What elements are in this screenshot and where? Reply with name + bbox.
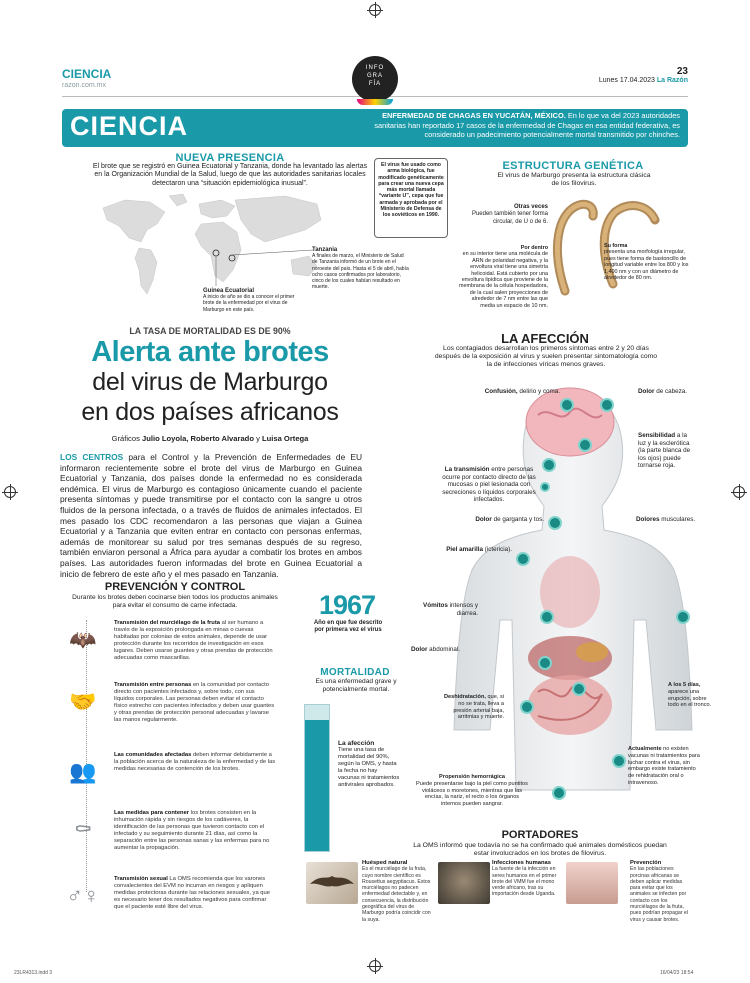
prevencion-item-text <box>114 810 276 852</box>
otras-veces-title: Otras veces <box>513 204 548 210</box>
article-credits <box>60 434 360 443</box>
prevencion-item-text <box>114 752 276 792</box>
symptom-text: de garganta y tos. <box>491 516 544 523</box>
infografia-color-ring <box>357 99 393 105</box>
mortality-bar-track <box>304 704 330 852</box>
footer-left: 23LR4313.indd 3 <box>14 970 53 976</box>
coffin-icon: ⚰ <box>73 817 93 842</box>
symptom-hemorragica <box>416 774 528 808</box>
prevencion-item-body: deben informar debidamente a la población acerca de la naturaleza de la enfermedad y de las medidas necesarias de contención de los brotes. <box>114 752 276 772</box>
gender-icon: ♂♀ <box>66 883 100 908</box>
credits-last: Luisa Ortega <box>261 434 309 443</box>
portador-title: Huésped natural <box>362 860 408 866</box>
registration-mark-right <box>733 486 745 498</box>
afeccion-subtitle: Los contagiados desarrollan los primeros síntomas entre 2 y 20 días después de la exposición al virus y suelen presentar sintomatología como la de infecciones víricas menos graves. <box>434 345 658 369</box>
world-map <box>95 190 330 302</box>
symptom-dolor-cabeza <box>638 388 698 396</box>
portador-title: Prevención <box>630 860 662 866</box>
mortalidad-title: MORTALIDAD <box>320 667 390 678</box>
credits-and: y <box>253 434 262 443</box>
article-lead: LOS CENTROS <box>60 452 124 462</box>
fruit-bat-icon: 🦇 <box>69 627 97 652</box>
symptom-dot <box>552 786 566 800</box>
symptom-dot <box>612 754 626 768</box>
article-body-text: para el Control y la Prevención de Enfermedades de EU informaron recientemente sobre el brote del virus de Marburgo en Guinea Ecuatorial y Tanzania, dos países donde la enfermedad no es considerada endémica. El virus de Marburgo es contagioso únicamente cuando el paciente presenta síntomas y puede transmitirse por el contacto con la sangre u otros fluidos de la persona infectada, o a través de fluidos de animales infectados. El mes pasado los CDC recomendaron a las personas que viajan a Guinea Ecuatorial y a Tanzania que eviten entrar en contacto con personas enfermas, además de monitorear su salud por tres semanas después de su regreso, también enviaron personal a África para ayudar a combatir los brotes en ambos países. Las autoridades fueron informadas del brote en Guinea Ecuatorial a inicio de febrero de este año y el mes pasado en Tanzania. <box>60 452 362 579</box>
site-url[interactable]: razon.com.mx <box>62 82 106 89</box>
nueva-presencia-title: NUEVA PRESENCIA <box>175 152 285 164</box>
afeccion-stat <box>338 740 400 789</box>
symptom-dot <box>542 458 556 472</box>
prevencion-item-bold: Las medidas para contener <box>114 810 190 816</box>
symptom-text: delirio y coma. <box>517 388 560 395</box>
tanzania-note <box>312 247 410 290</box>
symptom-text: Puede presentarse bajo la piel como puntitos violáceos o moretones, mientras que las encías, la nariz, el recto o los órganos internos pueden sangrar. <box>416 780 528 808</box>
por-dentro-text: en su interior tiene una molécula de ARN de polaridad negativa, y la envoltura viral tiene una simetría helicoidal. Está cubierto por una envoltura lipídica que proviene de la membrana de la célula hospedadora, de la cual salen proyecciones de alrededor de 7 nm entre las que media un espacio de 10 nm. <box>458 251 548 309</box>
symptom-bold: A los 5 días, <box>668 682 701 688</box>
symptom-dot <box>538 656 552 670</box>
symptom-bold: Dolor <box>638 388 655 395</box>
symptom-text: aparece una erupción, sobre todo en el tronco. <box>668 688 712 709</box>
symptom-dot <box>516 552 530 566</box>
symptom-bold: Dolor <box>475 516 492 523</box>
symptom-dot <box>560 398 574 412</box>
symptom-text: que, si no se trata, lleva a presión arterial baja, arritmias y muerte. <box>453 694 504 721</box>
portador-text: Es el murciélago de la fruta, cuyo nombre científico es Rousettus aegyptiacus. Estos murciélagos no padecen enfermedad detectable y, en consecuencia, la distribución geográfica del virus de Marburgo podría coincidir con la suya. <box>362 866 431 923</box>
symptom-text: de cabeza. <box>654 388 688 395</box>
symptom-bold: Actualmente <box>628 746 662 752</box>
symptom-musculares <box>636 516 706 524</box>
banner-headline <box>358 111 680 140</box>
credits-names: Julio Loyola, Roberto Alvarado <box>142 434 254 443</box>
su-forma-text: presenta una morfología irregular, pues tiene forma de bastoncillo de longitud variable entre los 800 y los 1,400 nm y con un diámetro de alrededor de 80 nm. <box>604 249 689 282</box>
prevencion-item-text <box>114 682 276 724</box>
estructura-title: ESTRUCTURA GENÉTICA <box>502 160 644 172</box>
symptom-cinco-dias <box>668 682 712 709</box>
por-dentro-title: Por dentro <box>520 245 548 251</box>
symptom-bold: Deshidratación, <box>443 694 486 700</box>
guinea-note <box>203 288 301 313</box>
symptom-text: musculares. <box>659 516 696 523</box>
banner-label: CIENCIA <box>70 111 189 141</box>
symptom-text: abdominal. <box>427 646 460 653</box>
symptom-text: (ictericia). <box>482 546 512 553</box>
bat-photo <box>306 862 358 904</box>
article-title-1: Alerta ante brotes <box>91 336 329 368</box>
afeccion-stat-text: Tiene una tasa de mortalidad del 90%, según la OMS, y hasta la fecha no hay vacunas ni tratamientos antivirales aprobados. <box>338 747 400 788</box>
pig-photo <box>566 862 618 904</box>
tanzania-title: Tanzania <box>312 247 338 253</box>
symptom-confusion <box>480 388 560 396</box>
portador-title: Infecciones humanas <box>492 860 551 866</box>
symptom-dot <box>548 516 562 530</box>
symptom-dot <box>540 610 554 624</box>
article-body <box>60 452 362 579</box>
symptom-text: no existen vacunas ni tratamientos para luchar contra el virus, sin embargo existe tratamiento de rehidratación oral o intravenoso. <box>628 746 700 786</box>
monkey-photo <box>438 862 490 904</box>
guinea-text: A inicio de año se dio a conocer el primer brote de la enfermedad por el virus de Marburgo en este país. <box>203 294 295 313</box>
banner-headline-text: En lo que va del 2023 autoridades sanitarias han reportado 17 casos de la enfermedad de Chagas en esa entidad federativa, es considerado un padecimiento potencialmente mortal transmitido por chinches. <box>374 111 680 140</box>
otras-veces-text: Pueden también tener forma circular, de U o de 6. <box>471 211 548 225</box>
nueva-presencia-text: El brote que se registró en Guinea Ecuatorial y Tanzania, donde ha levantado las alertas en la Organización Mundial de la Salud, luego de que las autoridades sanitarias locales detectaron una “situación epidemiológica inusual”. <box>92 163 368 187</box>
symptom-bold: Vómitos <box>423 602 448 609</box>
infografia-line-2: GRA <box>366 73 383 79</box>
prevencion-title: PREVENCIÓN Y CONTROL <box>104 581 246 593</box>
su-forma-title: Su forma <box>604 243 628 249</box>
handshake-icon: 🤝 <box>69 689 97 714</box>
section-label: CIENCIA <box>62 67 112 81</box>
symptom-text: intensos y diarrea. <box>447 602 478 617</box>
afeccion-title: LA AFECCIÓN <box>501 331 589 346</box>
date-brand <box>599 77 688 84</box>
banner-headline-bold: ENFERMEDAD DE CHAGAS EN YUCATÁN, MÉXICO. <box>382 111 566 120</box>
symptom-dot <box>676 610 690 624</box>
symptom-deshidratacion <box>440 694 504 721</box>
infografia-line-1: INFO <box>365 65 385 71</box>
afeccion-stat-title: La afección <box>338 740 375 747</box>
virus-weapon-text: El virus fue usado como arma biológica, fue modificado genéticamente para crear una nueva cepa más mortal llamada “variante U”, cepa que fue armada y aprobada por el Ministerio de Defensa de los soviéticos en 1990. <box>378 162 444 219</box>
footer-right: 16/04/23 18:54 <box>660 970 694 976</box>
symptom-bold: Dolor <box>410 646 428 653</box>
symptom-garganta <box>440 516 544 524</box>
prevencion-item-bold: Transmisión sexual <box>114 876 168 882</box>
prevencion-item <box>60 876 276 916</box>
infografia-line-3: FÍA <box>368 81 382 87</box>
mortalidad-subtitle: Es una enfermedad grave y potencialmente mortal. <box>315 678 397 693</box>
prevencion-item-bold: Transmisión entre personas <box>114 682 192 688</box>
brand-name: La Razón <box>656 77 688 84</box>
symptom-bold: Propensión hemorrágica <box>439 774 505 780</box>
year-text: Año en que fue descrito por primera vez el virus <box>313 620 383 634</box>
portador-item <box>630 860 694 923</box>
symptom-dot <box>600 398 614 412</box>
symptom-dot <box>540 482 550 492</box>
portadores-subtitle: La OMS informó que todavía no se ha confirmado qué animales domésticos puedan estar involucrados en los brotes de filovirus. <box>413 842 667 857</box>
symptom-bold: Confusión, <box>484 388 518 395</box>
prevencion-item-text <box>114 620 276 662</box>
symptom-dolor-abdominal <box>410 646 460 654</box>
symptom-dot <box>520 700 534 714</box>
prevencion-item-body: La OMS recomienda que los varones convalecientes del EVM no incurran en riesgos y apliquen medidas protectoras durante las relaciones sexuales, ya que es necesario tener dos resultados negativos para confirmar que el paciente esté libre del virus. <box>114 876 270 910</box>
page-header-left <box>62 67 111 89</box>
symptom-dot <box>578 438 592 452</box>
prevencion-item-bold: Las comunidades afectadas <box>114 752 192 758</box>
symptom-bold: Dolores <box>636 516 660 523</box>
prevencion-item-body: en la comunidad por contacto directo con pacientes infectados y, sobre todo, con sus líquidos corporales. Las personas deben evitar el contacto físico estrecho con pacientes infectados y deben usar guantes y otras prendas de protección personal adecuadas y lavarse las manos regularmente. <box>114 682 275 723</box>
issue-date: Lunes 17.04.2023 <box>598 77 655 84</box>
portador-text: La fuente de la infección en seres humanos en el primer brote del VMM fue el mono verde africano, tras su importación desde Uganda. <box>492 866 557 898</box>
prevencion-item-body: al ser humano a través de la exposición prolongada en minas o cuevas habitadas por colonias de estos animales, depende de usar protección durante los recorridos de investigación en esos lugares. Deben usarse guantes y otras prendas de protección adecuadas como mascarillas. <box>114 620 273 661</box>
symptom-dot <box>572 682 586 696</box>
por-dentro-note <box>456 245 548 309</box>
registration-mark-left <box>4 486 16 498</box>
article-title-2: del virus de Marburgo <box>92 368 328 396</box>
symptom-sensibilidad <box>638 432 694 470</box>
prevencion-item <box>60 682 276 724</box>
symptom-bold: Sensibilidad <box>638 432 676 439</box>
symptom-text: entre personas ocurre por contacto directo de las mucosas o piel lesionada con secreciones o líquidos corporales infectados. <box>442 466 536 504</box>
portador-item <box>362 860 432 923</box>
symptom-vomitos <box>422 602 478 617</box>
portadores-title: PORTADORES <box>501 829 579 841</box>
su-forma-note <box>604 243 690 281</box>
portador-item <box>492 860 560 898</box>
page-header-right <box>599 66 688 84</box>
prevencion-item <box>60 620 276 662</box>
prevencion-subtitle: Durante los brotes deben cocinarse bien todos los productos animales para evitar el consumo de carne infectada. <box>72 594 278 609</box>
prevencion-item-bold: Transmisión del murciélago de la fruta <box>114 620 220 626</box>
portador-text: En las poblaciones porcinas africanas se deben aplicar medidas para evitar que los animales se infecten por contacto con los murciélagos de la fruta, pues podrían propagar el virus y causar brotes. <box>630 866 688 923</box>
article-kicker: LA TASA DE MORTALIDAD ES DE 90% <box>129 326 291 336</box>
registration-mark-top <box>369 4 381 16</box>
symptom-actualmente <box>628 746 700 787</box>
credits-prefix: Gráficos <box>111 434 140 443</box>
prevencion-item-text <box>114 876 276 916</box>
symptom-text: a la luz y la esclerótica (la parte blanca de los ojos) puede tornarse roja. <box>638 432 691 470</box>
community-icon: 👥 <box>69 759 97 784</box>
mortality-bar-fill <box>305 720 329 851</box>
prevencion-item <box>60 752 276 792</box>
symptom-bold: La transmisión <box>444 466 490 473</box>
otras-veces-note <box>468 204 548 226</box>
symptom-transmision <box>438 466 540 504</box>
year-value: 1967 <box>318 590 376 620</box>
registration-mark-bottom <box>369 960 381 972</box>
infografia-badge <box>352 56 398 102</box>
prevencion-item-body: los brotes consisten en la inhumación rápida y sin riesgos de los cadáveres, la identificación de las personas que tuvieron contacto con el infectado y su seguimiento durante 21 días, así como la separación entre las personas sanas y las enfermas para no aumentar la propagación. <box>114 810 270 851</box>
estructura-subtitle: El virus de Marburgo presenta la estructura clásica de los filovirus. <box>497 172 651 187</box>
article-title-3: en dos países africanos <box>81 398 339 426</box>
virus-weapon-box <box>374 158 448 238</box>
symptom-piel-amarilla <box>420 546 512 554</box>
symptom-bold: Piel amarilla <box>446 546 483 553</box>
guinea-title: Guinea Ecuatorial <box>203 288 255 294</box>
tanzania-text: A finales de marzo, el Ministerio de Salud de Tanzania informó de un brote en el noroeste del país. Hasta el 5 de abril, había ocho casos confirmados por laboratorio, cinco de los cuales habían resultado en muerte. <box>312 253 409 291</box>
prevencion-item <box>60 810 276 852</box>
page-number: 23 <box>676 66 688 77</box>
